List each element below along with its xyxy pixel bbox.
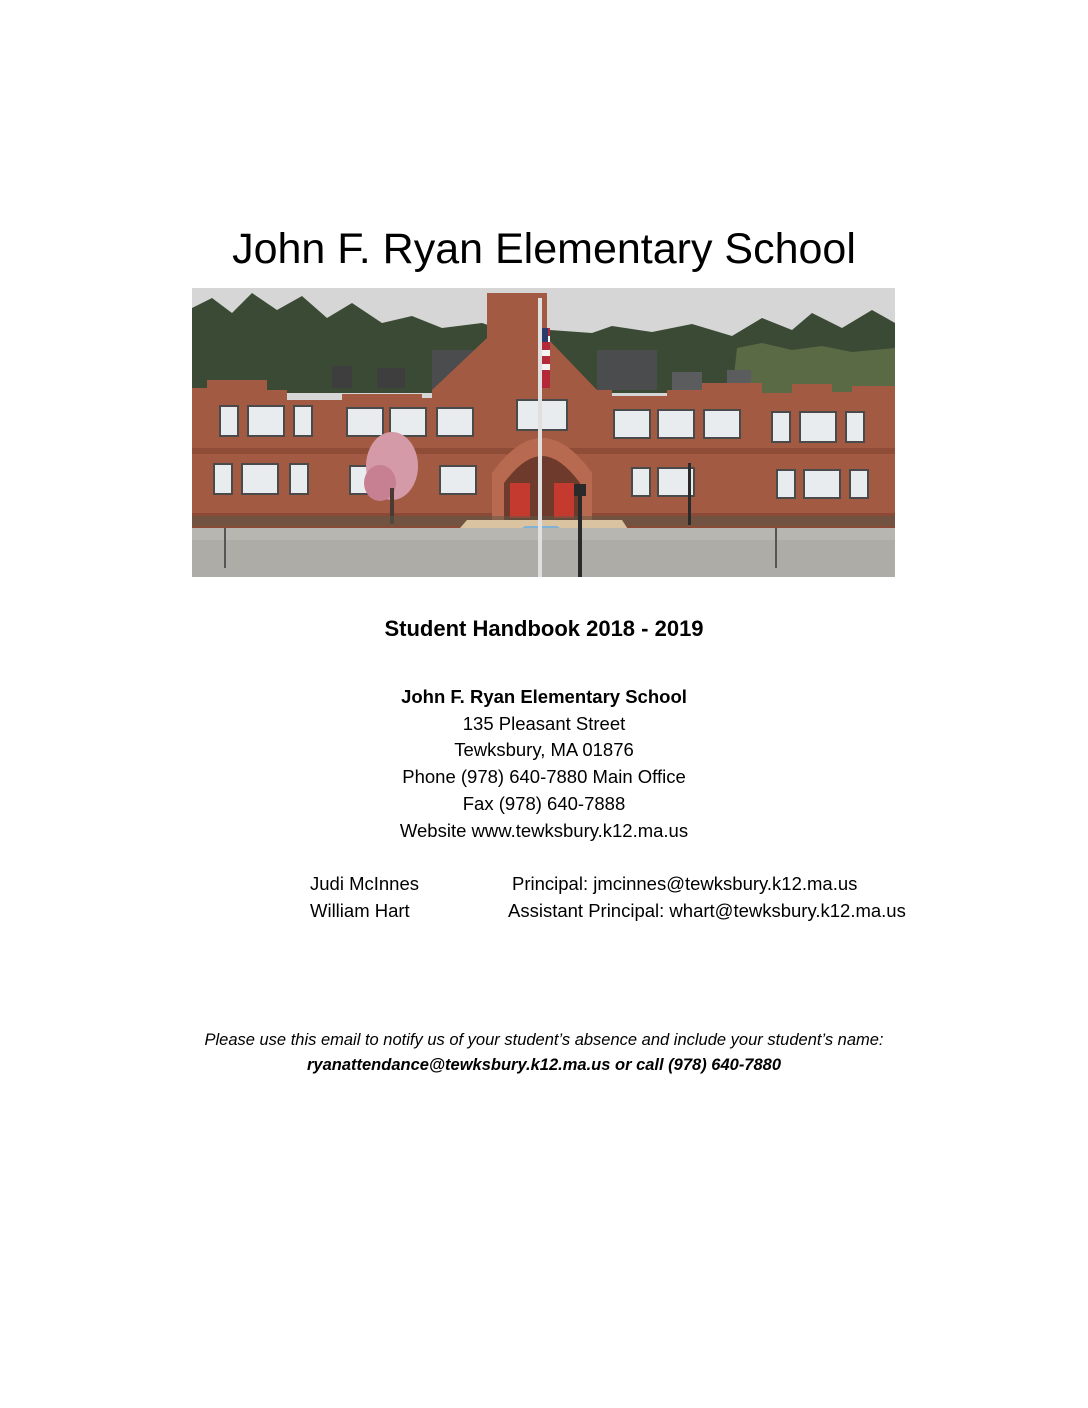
attendance-contact[interactable]: ryanattendance@tewksbury.k12.ma.us or call (978) 640-7880	[306, 1056, 782, 1074]
contact-row-assistant-principal	[0, 897, 1088, 924]
attendance-instruction: Please use this email to notify us of your student’s absence and include your student’s name:	[204, 1031, 884, 1049]
phone-number: Phone (978) 640-7880 Main Office	[402, 766, 686, 788]
fax-number: Fax (978) 640-7888	[462, 792, 626, 814]
address-block	[0, 684, 1088, 844]
contact-name: William Hart	[310, 900, 410, 921]
city-state-zip: Tewksbury, MA 01876	[454, 739, 634, 761]
school-name: John F. Ryan Elementary School	[401, 686, 687, 707]
contact-row-principal	[0, 870, 1088, 897]
website[interactable]: Website www.tewksbury.k12.ma.us	[399, 819, 689, 841]
contact-role-email[interactable]: Assistant Principal: whart@tewksbury.k12.ma.us	[508, 900, 906, 921]
street-address: 135 Pleasant Street	[462, 712, 626, 734]
attendance-note	[0, 1028, 1088, 1078]
school-building-photo	[192, 288, 895, 577]
page-title: John F. Ryan Elementary School	[232, 224, 856, 273]
handbook-title: Student Handbook 2018 - 2019	[384, 616, 704, 641]
contact-role-email[interactable]: Principal: jmcinnes@tewksbury.k12.ma.us	[512, 873, 858, 894]
contact-name: Judi McInnes	[310, 873, 419, 894]
staff-contacts	[0, 870, 1088, 924]
